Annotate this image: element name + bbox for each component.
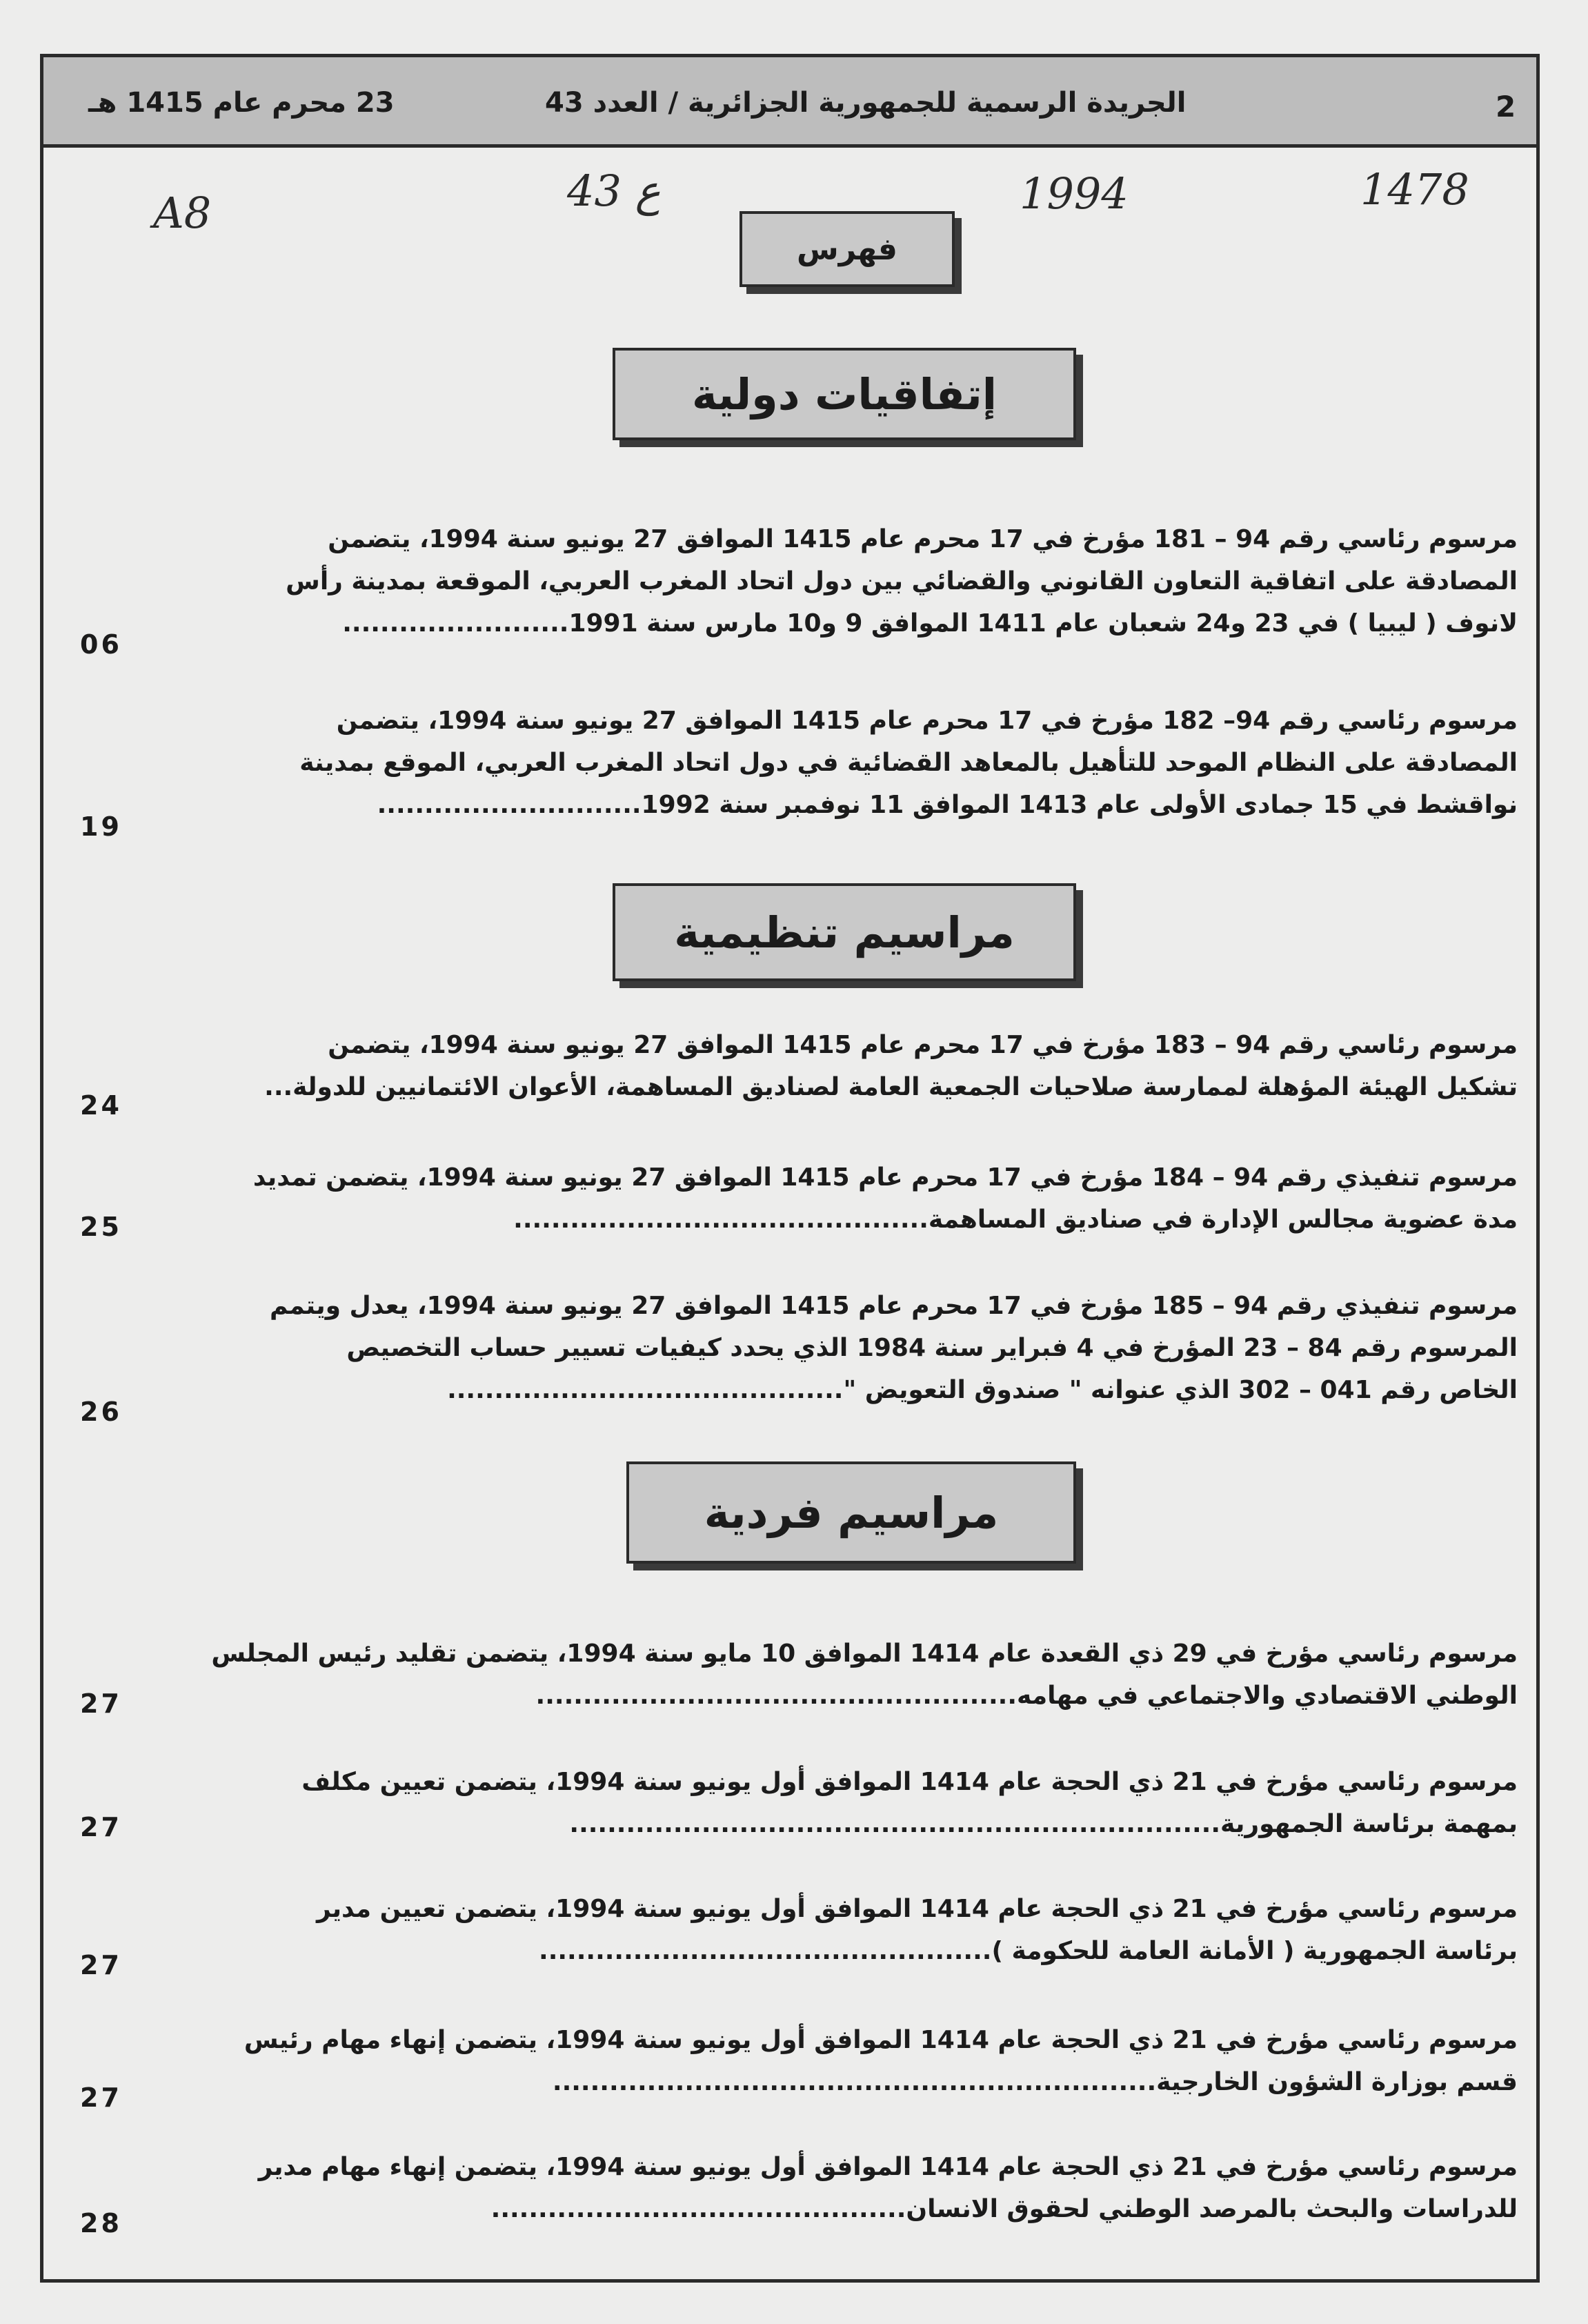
entry-page-number: 28: [80, 2208, 122, 2238]
entry-line: الوطني الاقتصادي والاجتماعي في مهامه...................................................: [535, 1682, 1518, 1710]
section-title-international-agreements: إتفاقيات دولية: [613, 348, 1076, 440]
entry-line: مرسوم رئاسي مؤرخ في 21 ذي الحجة عام 1414 الموافق أول يونيو سنة 1994، يتضمن تعيين مكلف: [301, 1768, 1518, 1796]
entry-line: المصادقة على النظام الموحد للتأهيل بالمعاهد القضائية في دول اتحاد المغرب العربي، الموقع بمدينة: [299, 749, 1518, 777]
entry-page-number: 27: [80, 1812, 122, 1842]
entry-line: برئاسة الجمهورية ( الأمانة العامة للحكومة )................................................: [539, 1937, 1518, 1965]
entry-line: مدة عضوية مجالس الإدارة في صناديق المساهمة............................................: [513, 1205, 1518, 1234]
entry-line: المصادقة على اتفاقية التعاون القانوني والقضائي بين دول اتحاد المغرب العربي، الموقعة بمدينة رأس: [286, 567, 1518, 595]
section-title-individual-decrees: مراسيم فردية: [626, 1461, 1076, 1564]
entry-page-number: 26: [80, 1397, 122, 1427]
header-title: الجريدة الرسمية للجمهورية الجزائرية / العدد 43: [545, 87, 1187, 119]
entry-page-number: 27: [80, 2082, 122, 2113]
entry-page-number: 25: [80, 1212, 122, 1242]
toc-entry[interactable]: [172, 1888, 1518, 1972]
entry-line: تشكيل الهيئة المؤهلة لممارسة صلاحيات الجمعية العامة لصناديق المساهمة، الأعوان الائتمانيين للدولة...: [264, 1073, 1518, 1101]
entry-line: المرسوم رقم 84 – 23 المؤرخ في 4 فبراير سنة 1984 الذي يحدد كيفيات تسيير حساب التخصيص: [346, 1334, 1518, 1362]
entry-line: لانوف ( ليبيا ) في 23 و24 شعبان عام 1411 الموافق 9 و10 مارس سنة 1991........................: [342, 609, 1518, 638]
toc-entry[interactable]: [172, 1024, 1518, 1108]
entry-page-number: 06: [80, 629, 122, 660]
toc-entry[interactable]: [172, 2019, 1518, 2103]
entry-page-number: 27: [80, 1688, 122, 1719]
entry-line: مرسوم رئاسي رقم 94 – 183 مؤرخ في 17 محرم عام 1415 الموافق 27 يونيو سنة 1994، يتضمن: [328, 1031, 1518, 1059]
toc-entry[interactable]: [172, 2146, 1518, 2230]
entry-page-number: 24: [80, 1090, 122, 1121]
entry-line: مرسوم رئاسي مؤرخ في 29 ذي القعدة عام 1414 الموافق 10 مايو سنة 1994، يتضمن تقليد رئيس المجلس: [211, 1639, 1518, 1668]
toc-entry[interactable]: [172, 1285, 1518, 1411]
handwritten-note-a: A8: [153, 188, 212, 238]
entry-line: مرسوم رئاسي مؤرخ في 21 ذي الحجة عام 1414 الموافق أول يونيو سنة 1994، يتضمن إنهاء مهام مدير: [258, 2153, 1518, 2181]
handwritten-note-b: 43 ع: [567, 166, 661, 216]
entry-line: مرسوم رئاسي رقم 94 – 181 مؤرخ في 17 محرم عام 1415 الموافق 27 يونيو سنة 1994، يتضمن: [328, 525, 1518, 553]
entry-line: الخاص رقم 041 – 302 الذي عنوانه " صندوق التعويض "..........................................: [447, 1376, 1518, 1404]
section-title-regulatory-decrees: مراسيم تنظيمية: [613, 883, 1076, 981]
toc-entry[interactable]: [172, 518, 1518, 644]
entry-line: مرسوم تنفيذي رقم 94 – 185 مؤرخ في 17 محرم عام 1415 الموافق 27 يونيو سنة 1994، يعدل ويتمم: [270, 1292, 1518, 1320]
index-title: فهرس: [740, 211, 955, 287]
entry-line: مرسوم رئاسي رقم 94– 182 مؤرخ في 17 محرم عام 1415 الموافق 27 يونيو سنة 1994، يتضمن: [336, 707, 1518, 735]
toc-entry[interactable]: [172, 1761, 1518, 1845]
entry-line: مرسوم رئاسي مؤرخ في 21 ذي الحجة عام 1414 الموافق أول يونيو سنة 1994، يتضمن تعيين مدير: [317, 1895, 1518, 1923]
toc-entry[interactable]: [172, 1156, 1518, 1241]
handwritten-note-c: 1994: [1020, 168, 1129, 219]
entry-page-number: 27: [80, 1950, 122, 1980]
entry-line: مرسوم تنفيذي رقم 94 – 184 مؤرخ في 17 محرم عام 1415 الموافق 27 يونيو سنة 1994، يتضمن تمديد: [252, 1163, 1518, 1192]
toc-entry[interactable]: [172, 1633, 1518, 1717]
toc-entry[interactable]: [172, 700, 1518, 826]
entry-line: نواقشط في 15 جمادى الأولى عام 1413 الموافق 11 نوفمبر سنة 1992............................: [377, 791, 1518, 819]
header-page-number: 2: [1496, 90, 1516, 124]
entry-line: مرسوم رئاسي مؤرخ في 21 ذي الحجة عام 1414 الموافق أول يونيو سنة 1994، يتضمن إنهاء مهام رئيس: [244, 2026, 1518, 2054]
handwritten-note-d: 1478: [1360, 164, 1469, 215]
entry-page-number: 19: [80, 811, 122, 842]
header-date: 23 محرم عام 1415 هـ: [88, 87, 395, 119]
entry-line: قسم بوزارة الشؤون الخارجية................................................................: [552, 2068, 1518, 2096]
entry-line: للدراسات والبحث بالمرصد الوطني لحقوق الانسان............................................: [490, 2195, 1518, 2223]
entry-line: بمهمة برئاسة الجمهورية.....................................................................: [569, 1810, 1518, 1838]
